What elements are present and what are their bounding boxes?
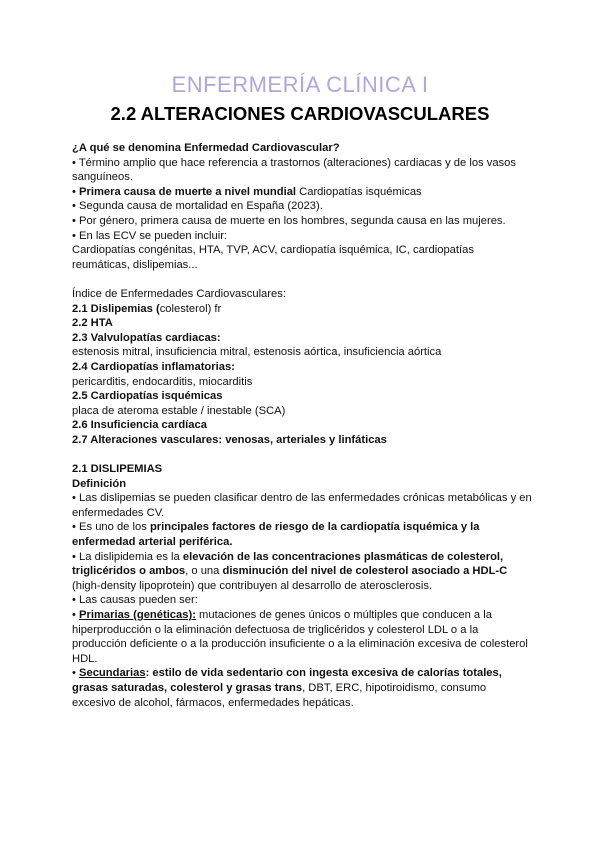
intro-bullet-5: • En las ECV se pueden incluir: — [72, 229, 228, 242]
section-paragraph-3: • La dislipidemia es la elevación de las concentraciones plasmáticas de colesterol, triglicéridos o ambos, o una disminución del nivel de colesterol asociado a HDL-C (high-density lipoprotein) que contribuyen al desarrollo de aterosclerosis. — [72, 550, 508, 592]
document-title: ENFERMERÍA CLÍNICA I — [171, 72, 429, 97]
index-item-2-4: 2.4 Cardiopatías inflamatorias: — [72, 360, 235, 373]
index-item-2-7: 2.7 Alteraciones vasculares: venosas, arteriales y linfáticas — [72, 433, 387, 446]
section-paragraph-1: • Las dislipemias se pueden clasificar dentro de las enfermedades crónicas metabólicas y en enfermedades CV. — [72, 492, 532, 519]
section-paragraph-primarias: • Primarias (genéticas): mutaciones de genes únicos o múltiples que conducen a la hiperproducción o la eliminación defectuosa de triglicéridos y colesterol LDL o a la producción deficiente o a la producción insuficiente o a la eliminación excesiva de colesterol HDL. — [72, 609, 528, 665]
section-subheading-definicion: Definición — [72, 477, 127, 490]
index-item-2-6: 2.6 Insuficiencia cardíaca — [72, 419, 207, 432]
intro-bullet-4: • Por género, primera causa de muerte en los hombres, segunda causa en las mujeres. — [72, 214, 506, 227]
index-item-2-3-desc: estenosis mitral, insuficiencia mitral, estenosis aórtica, insuficiencia aórtica — [72, 346, 442, 359]
intro-bullet-1: • Término amplio que hace referencia a trastornos (alteraciones) cardiacas y de los vasos sanguíneos. — [72, 156, 516, 184]
document-subtitle: 2.2 ALTERACIONES CARDIOVASCULARES — [110, 103, 490, 124]
index-item-2-5: 2.5 Cardiopatías isquémicas — [72, 390, 223, 403]
section-paragraph-secundarias: • Secundarias: estilo de vida sedentario con ingesta excesiva de calorías totales, grasas saturadas, colesterol y grasas trans, DBT, ERC, hipotiroidismo, consumo excesivo de alcohol, fármacos, enfermedades hepáticas. — [72, 667, 502, 709]
index-item-2-1: 2.1 Dislipemias (colesterol) fr — [72, 302, 222, 315]
index-item-2-5-desc: placa de ateroma estable / inestable (SCA) — [72, 404, 286, 417]
section-paragraph-4: • Las causas pueden ser: — [72, 594, 198, 607]
intro-bullet-2: • Primera causa de muerte a nivel mundial Cardiopatías isquémicas — [72, 185, 422, 198]
intro-ecv-list: Cardiopatías congénitas, HTA, TVP, ACV, cardiopatía isquémica, IC, cardiopatías reumáticas, dislipemias... — [72, 244, 474, 271]
index-heading: Índice de Enfermedades Cardiovasculares: — [72, 287, 286, 300]
index-item-2-2: 2.2 HTA — [72, 317, 113, 330]
intro-bullet-3: • Segunda causa de mortalidad en España (2023). — [72, 200, 323, 213]
section-paragraph-2: • Es uno de los principales factores de riesgo de la cardiopatía isquémica y la enfermedad arterial periférica. — [72, 521, 480, 549]
section-heading-dislipemias: 2.1 DISLIPEMIAS — [72, 463, 163, 476]
intro-question: ¿A qué se denomina Enfermedad Cardiovascular? — [72, 142, 340, 154]
index-item-2-3: 2.3 Valvulopatías cardiacas: — [72, 331, 221, 344]
document-body — [72, 141, 532, 710]
index-item-2-4-desc: pericarditis, endocarditis, miocarditis — [72, 375, 253, 388]
